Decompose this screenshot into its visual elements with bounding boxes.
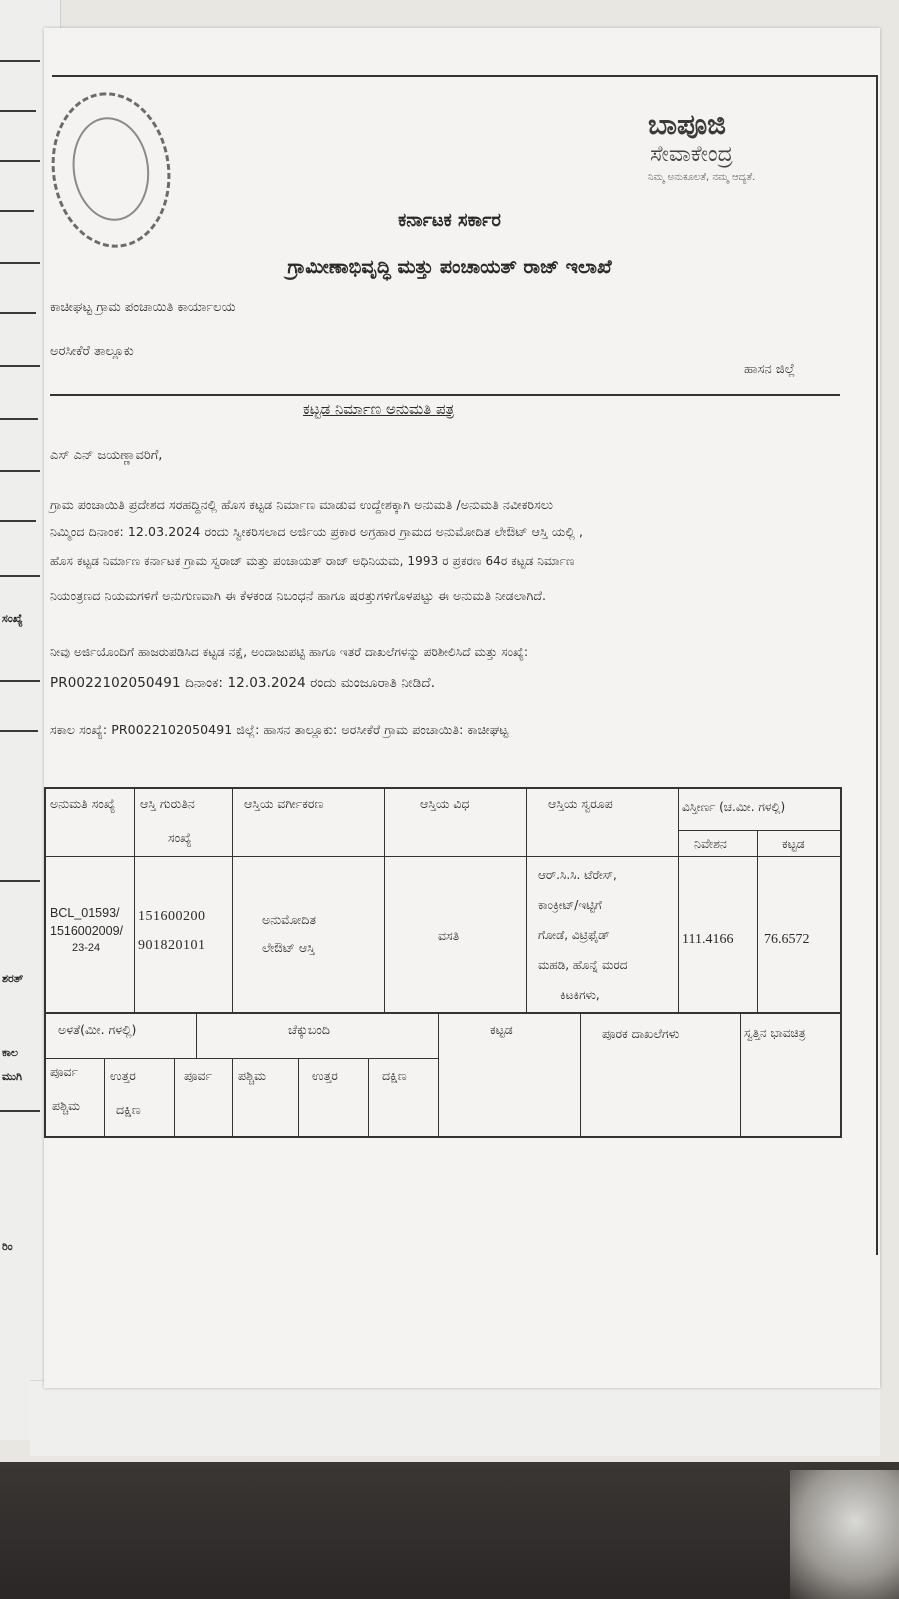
- underlying-rule: [0, 730, 38, 732]
- govt-heading: ಕರ್ನಾಟಕ ಸರ್ಕಾರ: [398, 210, 501, 231]
- area-building-value: 76.6572: [764, 932, 810, 947]
- nature-line3: ಗೋಡೆ, ವಿಟ್ರಿಫೈಡ್: [538, 928, 610, 942]
- header-area: ವಿಸ್ತೀರ್ಣ (ಚ.ಮೀ. ಗಳಲ್ಲಿ): [682, 800, 786, 814]
- desk-object: [790, 1470, 899, 1599]
- paragraph-line: ನಿಮ್ಮಿಂದ ದಿನಾಂಕ: 12.03.2024 ರಂದು ಸ್ವೀಕರಿಸಲಾದ ಅರ್ಜಿಯ ಪ್ರಕಾರ ಅಗ್ರಹಾರ ಗ್ರಾಮದ ಅನುಮೋದಿತ ಲೇಔಟ್ ಆಸ್ತಿ ಯಲ್ಲಿ ,: [50, 524, 584, 539]
- department-heading: ಗ್ರಾಮೀಣಾಭಿವೃದ್ಧಿ ಮತ್ತು ಪಂಚಾಯತ್ ರಾಜ್ ಇಲಾಖೆ: [287, 256, 612, 278]
- header-north: ಉತ್ತರ: [312, 1068, 338, 1083]
- underlying-rule: [0, 680, 40, 682]
- property-id-line1: 151600200: [138, 909, 206, 924]
- header-property-photo: ಸ್ವತ್ತಿನ ಭಾವಚಿತ್ರ: [744, 1026, 806, 1040]
- underlying-rule: [0, 1110, 40, 1112]
- property-type-value: ವಸತಿ: [438, 928, 460, 943]
- header-permit-number: ಅನುಮತಿ ಸಂಖ್ಯೆ: [50, 796, 116, 811]
- header-north-south: ಉತ್ತರ: [110, 1068, 136, 1083]
- seal-inner-ring: [66, 112, 156, 226]
- margin-fragment: ರಿಂ: [2, 1240, 13, 1253]
- salutation: ಎಸ್ ಎನ್ ಜಯಣ್ಣಾವರಿಗೆ,: [50, 448, 163, 463]
- underlying-rule: [0, 470, 40, 472]
- logo-bapuji: ಬಾಪೂಜಿ: [648, 108, 726, 141]
- underlying-rule: [0, 365, 40, 367]
- property-id-line2: 901820101: [138, 938, 206, 953]
- document-border-top: [52, 75, 878, 77]
- nature-line5: ಕಿಟಕಿಗಳು,: [560, 988, 600, 1002]
- header-dimension: ಅಳತೆ(ಮೀ. ಗಳಲ್ಲಿ): [58, 1022, 137, 1037]
- header-property-id: ಆಸ್ತಿ ಗುರುತಿನ: [140, 796, 195, 811]
- permit-document: [44, 28, 880, 1388]
- header-west: ಪಶ್ಚಿಮ: [238, 1068, 266, 1083]
- paragraph-line: ಹೊಸ ಕಟ್ಟಡ ನಿರ್ಮಾಣ ಕರ್ನಾಟಕ ಗ್ರಾಮ ಸ್ವರಾಜ್ ಮತ್ತು ಪಂಚಾಯತ್ ರಾಜ್ ಅಧಿನಿಯಮ, 1993 ರ ಪ್ರಕರಣ 64ರ ಕಟ್ಟಡ ನಿರ್ಮಾಣ: [50, 554, 575, 568]
- header-property-id-line2: ಸಂಖ್ಯೆ: [168, 830, 192, 845]
- underlying-rule: [0, 160, 40, 162]
- margin-fragment: ಶರತ್: [2, 972, 24, 985]
- underlying-rule: [0, 60, 40, 62]
- header-boundary: ಚೆಕ್ಕುಬಂದಿ: [288, 1022, 330, 1037]
- permit-number-line3: 23-24: [72, 942, 101, 954]
- nature-line4: ಮಹಡಿ, ಹೊನ್ನೆ ಮರದ: [538, 958, 628, 972]
- header-north-south-line2: ದಕ್ಷಿಣ: [116, 1102, 141, 1117]
- taluk-name: ಅರಸೀಕೆರೆ ತಾಲ್ಲೂಕು: [50, 344, 134, 359]
- logo-tagline: ನಿಮ್ಮ ಅನುಕೂಲತೆ, ನಮ್ಮ ಆದ್ಯತೆ.: [648, 172, 756, 183]
- permit-number-line1: BCL_01593/: [50, 906, 120, 920]
- nature-line2: ಕಾಂಕ್ರೀಟ್/ಇಟ್ಟಿಗೆ: [538, 898, 602, 912]
- underlying-rule: [0, 575, 40, 577]
- margin-fragment: ಸಂಖ್ಯೆ: [2, 612, 23, 625]
- header-building: ಕಟ್ಟಡ: [490, 1022, 513, 1037]
- underlying-rule: [0, 880, 40, 882]
- header-property-nature: ಆಸ್ತಿಯ ಸ್ವರೂಪ: [548, 796, 613, 811]
- lower-paper-edge: [30, 1380, 880, 1456]
- header-east: ಪೂರ್ವ: [184, 1068, 212, 1083]
- underlying-rule: [0, 520, 36, 522]
- header-classification: ಆಸ್ತಿಯ ವರ್ಗೀಕರಣ: [244, 796, 324, 811]
- district-name: ಹಾಸನ ಜಿಲ್ಲೆ: [744, 362, 796, 377]
- margin-fragment: ಮುಗಿ: [2, 1070, 22, 1083]
- nature-line1: ಆರ್.ಸಿ.ಸಿ. ಟೆರೇಸ್,: [538, 868, 617, 882]
- underlying-rule: [0, 110, 36, 112]
- logo-sevakendra: ಸೇವಾಕೇಂದ್ರ: [650, 142, 733, 167]
- permit-number-line2: 1516002009/: [50, 924, 123, 938]
- paragraph-line: PR0022102050491 ದಿನಾಂಕ: 12.03.2024 ರಂದು ಮಂಜೂರಾತಿ ನೀಡಿದೆ.: [50, 675, 436, 691]
- header-east-west-line2: ಪಶ್ಚಿಮ: [52, 1098, 80, 1113]
- header-east-west: ಪೂರ್ವ: [50, 1064, 78, 1079]
- classification-line2: ಲೇಔಟ್ ಆಸ್ತಿ: [262, 940, 315, 955]
- sakala-number: ಸಕಾಲ ಸಂಖ್ಯೆ: PR0022102050491 ಜಿಲ್ಲೆ: ಹಾಸನ ತಾಲ್ಲೂಕು: ಅರಸೀಕೆರೆ ಗ್ರಾಮ ಪಂಚಾಯಿತಿ: ಕಾಚೀಘಟ್ಟ: [50, 722, 509, 737]
- underlying-rule: [0, 312, 36, 314]
- header-supporting-docs: ಪೂರಕ ದಾಖಲೆಗಳು: [602, 1026, 680, 1041]
- document-border-right: [876, 75, 878, 1255]
- underlying-rule: [0, 418, 38, 420]
- header-south: ದಕ್ಷಿಣ: [382, 1068, 407, 1083]
- header-area-building: ಕಟ್ಟಡ: [782, 836, 805, 851]
- office-name: ಕಾಚೀಘಟ್ಟ ಗ್ರಾಮ ಪಂಚಾಯಿತಿ ಕಾರ್ಯಾಲಯ: [50, 300, 236, 315]
- paragraph-line: ನಿಯಂತ್ರಣದ ನಿಯಮಗಳಿಗೆ ಅನುಗುಣವಾಗಿ ಈ ಕೆಳಕಂಡ ನಿಬಂಧನೆ ಹಾಗೂ ಷರತ್ತುಗಳಿಗೊಳಪಟ್ಟು ಈ ಅನುಮತಿ ನೀಡಲಾಗಿದೆ.: [50, 588, 547, 603]
- paragraph-line: ಗ್ರಾಮ ಪಂಚಾಯಿತಿ ಪ್ರದೇಶದ ಸರಹದ್ದಿನಲ್ಲಿ ಹೊಸ ಕಟ್ಟಡ ನಿರ್ಮಾಣ ಮಾಡುವ ಉದ್ದೇಶಕ್ಕಾಗಿ ಅನುಮತಿ /ಅನುಮತಿ ನವೀಕರಿಸಲು: [50, 497, 554, 512]
- classification-line1: ಅನುಮೋದಿತ: [262, 912, 316, 927]
- title-rule: [50, 394, 840, 396]
- header-property-type: ಆಸ್ತಿಯ ವಿಧ: [420, 796, 470, 811]
- paragraph-line: ನೀವು ಅರ್ಜಿಯೊಂದಿಗೆ ಹಾಜರುಪಡಿಸಿದ ಕಟ್ಟಡ ನಕ್ಷೆ, ಅಂದಾಜುಪಟ್ಟಿ ಹಾಗೂ ಇತರೆ ದಾಖಲೆಗಳನ್ನು ಪರಿಶೀಲಿಸಿದೆ ಮತ್ತು ಸಂಖ್ಯೆ:: [50, 645, 529, 659]
- header-area-site: ನಿವೇಶನ: [694, 836, 727, 851]
- margin-fragment: ಕಾಲ: [2, 1046, 18, 1059]
- desk-surface: [0, 1462, 899, 1599]
- area-site-value: 111.4166: [682, 932, 734, 947]
- document-title: ಕಟ್ಟಡ ನಿರ್ಮಾಣ ಅನುಮತಿ ಪತ್ರ: [303, 400, 455, 418]
